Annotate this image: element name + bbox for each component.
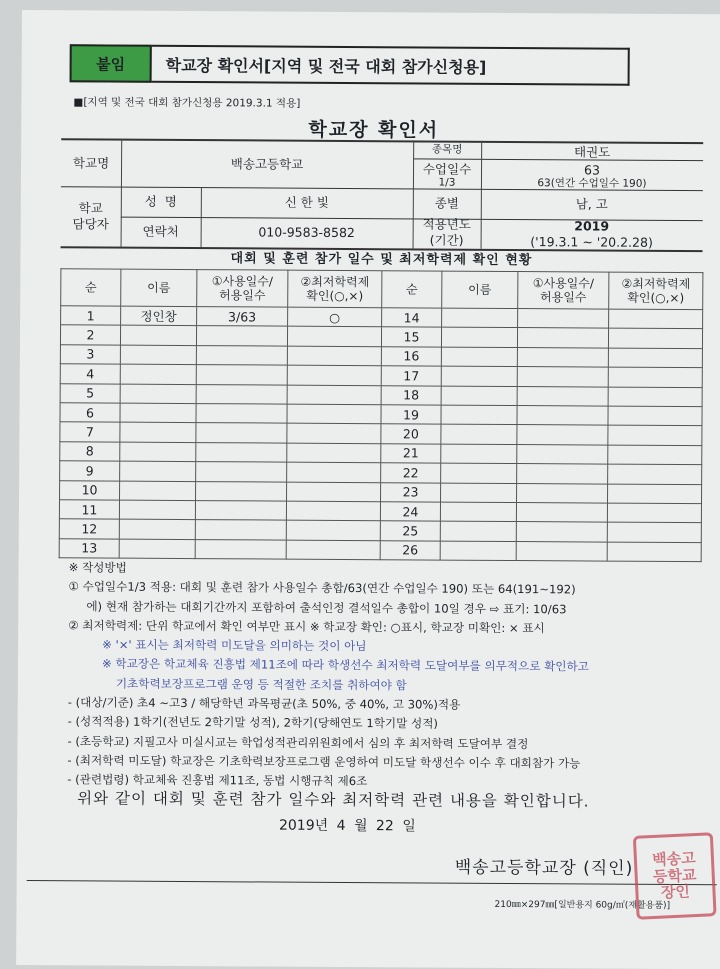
cell-check: ○ <box>288 307 382 327</box>
cell-used <box>517 367 608 387</box>
cell-no: 17 <box>381 366 441 386</box>
cell-used <box>196 481 287 501</box>
cell-name <box>120 364 196 384</box>
col-check-left: ②최저학력제 확인(○,×) <box>288 270 382 308</box>
cell-no: 25 <box>380 521 440 541</box>
year-label: 적용년도 (기간) <box>422 216 471 248</box>
cell-used <box>517 444 608 464</box>
days-ratio: 1/3 <box>438 176 456 189</box>
notes-heading: ※ 작성방법 <box>68 560 127 575</box>
col-name-left: 이름 <box>121 269 197 306</box>
cell-used <box>517 328 608 348</box>
document-title: 학교장 확인서 <box>308 118 440 142</box>
school-value: 백송고등학교 <box>230 156 304 172</box>
cell-used <box>196 442 287 462</box>
period-value: ('19.3.1 ~ '20.2.28) <box>530 234 653 250</box>
table-header-row <box>61 269 703 310</box>
applies-line: ■[지역 및 전국 대회 참가신청용 2019.3.1 적용] <box>73 96 301 110</box>
cell-name <box>441 327 517 347</box>
col-used-left: ①사용일수/ 허용일수 <box>197 270 288 308</box>
document-sheet <box>16 10 720 969</box>
sport-value: 태권도 <box>573 144 611 160</box>
cell-check <box>607 542 701 562</box>
contact-label: 연락처 <box>142 223 179 239</box>
level-value: 남, 고 <box>575 196 608 212</box>
cell-used <box>516 541 607 561</box>
cell-name <box>440 541 516 561</box>
cell-name <box>120 325 196 345</box>
cell-check <box>608 387 702 407</box>
cell-name <box>119 539 195 559</box>
cell-check <box>608 464 702 484</box>
cell-used <box>518 309 609 329</box>
cell-name <box>441 483 517 503</box>
cell-name <box>441 366 517 386</box>
cell-no: 11 <box>59 500 119 520</box>
cell-used <box>196 384 287 404</box>
cell-no: 19 <box>381 405 441 425</box>
school-seal <box>633 832 717 920</box>
cell-check <box>607 522 701 542</box>
cell-check <box>286 540 380 560</box>
issue-date: 2019년 4 월 22 일 <box>278 817 416 835</box>
cell-name: 정인창 <box>121 306 197 326</box>
confirm-statement: 위와 같이 대회 및 훈련 참가 일수와 최저학력 관련 내용을 확인합니다. <box>77 789 590 811</box>
cell-name <box>120 481 196 501</box>
cell-used <box>196 345 287 365</box>
cell-used <box>517 425 608 445</box>
cell-check <box>287 482 381 502</box>
cell-check <box>287 346 381 366</box>
name-value: 신 한 빛 <box>284 194 329 210</box>
cell-check <box>286 520 380 540</box>
cell-name <box>120 345 196 365</box>
name-label: 성 명 <box>144 193 177 209</box>
cell-name <box>441 386 517 406</box>
cell-no: 5 <box>60 383 120 403</box>
cell-name <box>120 403 196 423</box>
annex-tag: 붙임 <box>70 44 152 83</box>
cell-no: 8 <box>60 441 120 461</box>
cell-used <box>516 502 607 522</box>
cell-check <box>607 503 701 523</box>
cell-check <box>608 445 702 465</box>
year-value: 2019 <box>574 218 610 234</box>
cell-check <box>287 443 381 463</box>
cell-no: 12 <box>59 519 119 539</box>
cell-name <box>441 463 517 483</box>
cell-used <box>516 522 607 542</box>
principal-signature: 백송고등학교장 (직인) <box>454 857 634 879</box>
cell-name <box>442 308 518 328</box>
cell-check <box>287 404 381 424</box>
cell-check <box>287 327 381 347</box>
cell-name <box>440 521 516 541</box>
contact-value: 010-9583-8582 <box>258 224 355 241</box>
cell-used <box>196 326 287 346</box>
cell-used <box>196 462 287 482</box>
cell-no: 23 <box>381 482 441 502</box>
seal-text: 백송고등학교장인 <box>651 849 697 902</box>
cell-check <box>608 348 702 368</box>
cell-name <box>441 347 517 367</box>
cell-no: 13 <box>59 538 119 558</box>
cell-used <box>196 404 287 424</box>
cell-no: 7 <box>60 422 120 442</box>
instructions <box>67 558 720 794</box>
annex-title: 학교장 확인서[지역 및 전국 대회 참가신청용] <box>152 45 630 86</box>
note-1b: 에) 현재 참가하는 대회기간까지 포함하여 출석인정 결석일수 총합이 10일 경우 ⇨ 표기: 10/63 <box>86 598 567 616</box>
col-check-right: ②최저학력제 확인(○,×) <box>609 272 703 310</box>
cell-no: 15 <box>381 327 441 347</box>
bullet-elementary: - (초등학교) 지필고사 미실시교는 학업성적관리위원회에서 심의 후 최저학력 도달여부 결정 <box>67 733 529 751</box>
cell-no: 24 <box>380 502 440 522</box>
cell-used <box>517 386 608 406</box>
cell-name <box>440 502 516 522</box>
cell-name <box>120 384 196 404</box>
col-no-right: 순 <box>382 271 442 308</box>
cell-used <box>196 423 287 443</box>
cell-no: 2 <box>60 325 120 345</box>
cell-used: 3/63 <box>197 307 288 327</box>
note-1a: ① 수업일수1/3 적용: 대회 및 훈련 참가 사용일수 총합/63(연간 수업일수 190) 또는 64(191~192) <box>68 579 576 597</box>
col-used-right: ①사용일수/ 허용일수 <box>518 272 609 310</box>
cell-no: 14 <box>382 308 442 328</box>
cell-used <box>196 365 287 385</box>
cell-name <box>120 422 196 442</box>
cell-no: 4 <box>60 364 120 384</box>
cell-used <box>195 520 286 540</box>
level-label: 종별 <box>434 195 459 211</box>
cell-name <box>120 442 196 462</box>
cell-no: 21 <box>381 443 441 463</box>
participation-table <box>59 268 704 562</box>
table-caption: 대회 및 훈련 참가 일수 및 최저학력제 확인 현황 <box>230 251 533 269</box>
cell-no: 3 <box>60 345 120 365</box>
cell-check <box>286 501 380 521</box>
cell-name <box>119 500 195 520</box>
bullet-law: - (관련법령) 학교체육 진흥법 제11조, 동법 시행규칙 제6조 <box>67 772 368 789</box>
bullet-below-min: - (최저학력 미도달) 학교장은 기초학력보장프로그램 운영하여 미도달 학생선수 이수 후 대회참가 가능 <box>67 753 581 771</box>
col-name-right: 이름 <box>442 271 518 308</box>
cell-check <box>609 309 703 329</box>
cell-check <box>608 406 702 426</box>
cell-name <box>441 444 517 464</box>
col-no-left: 순 <box>61 269 121 306</box>
cell-no: 9 <box>60 461 120 481</box>
cell-used <box>517 483 608 503</box>
cell-check <box>287 462 381 482</box>
manager-label: 학교 담당자 <box>72 200 109 232</box>
cell-used <box>517 405 608 425</box>
cell-used <box>195 539 286 559</box>
days-label: 수업일수 <box>422 161 472 177</box>
note-2c: ※ 학교장은 학교체육 진흥법 제11조에 따라 학생선수 최저학력 도달여부를 의무적으로 확인하고 <box>101 656 589 674</box>
cell-name <box>119 519 195 539</box>
cell-check <box>607 484 701 504</box>
bullet-target: - (대상/기준) 초4 ~고3 / 해당학년 과목평균(초 50%, 중 40%, 고 30%)적용 <box>67 695 461 712</box>
cell-no: 26 <box>380 540 440 560</box>
cell-check <box>608 425 702 445</box>
paper-spec: 210㎜×297㎜[일반용지 60g/㎡(재활용품)] <box>494 899 671 911</box>
cell-used <box>517 347 608 367</box>
cell-no: 1 <box>61 306 121 326</box>
cell-name <box>441 424 517 444</box>
days-detail: 63(연간 수업일수 190) <box>537 177 647 190</box>
cell-check <box>287 365 381 385</box>
cell-used <box>517 464 608 484</box>
note-2d: 기초학력보장프로그램 운영 등 적절한 조치를 취하여야 함 <box>115 676 407 693</box>
cell-no: 18 <box>381 385 441 405</box>
annex-header <box>70 44 630 85</box>
cell-name <box>441 405 517 425</box>
footer-rule <box>27 880 717 885</box>
school-label: 학교명 <box>72 155 110 171</box>
days-value: 63 <box>584 162 601 178</box>
cell-no: 20 <box>381 424 441 444</box>
cell-check <box>287 423 381 443</box>
bullet-grades: - (성적적용) 1학기(전년도 2학기말 성적), 2학기(당해연도 1학기말 성적) <box>67 714 439 731</box>
cell-check <box>608 367 702 387</box>
cell-check <box>608 328 702 348</box>
cell-used <box>195 500 286 520</box>
sport-label: 종목명 <box>431 143 463 156</box>
cell-name <box>120 461 196 481</box>
note-2b: ※ '×' 표시는 최저학력 미도달을 의미하는 것이 아님 <box>102 637 367 654</box>
note-2a: ② 최저학력제: 단위 학교에서 확인 여부만 표시 ※ 학교장 확인: ○표시, 학교장 미확인: × 표시 <box>68 618 545 636</box>
cell-no: 16 <box>381 346 441 366</box>
cell-no: 6 <box>60 403 120 423</box>
cell-no: 22 <box>381 463 441 483</box>
cell-check <box>287 385 381 405</box>
cell-no: 10 <box>60 480 120 500</box>
